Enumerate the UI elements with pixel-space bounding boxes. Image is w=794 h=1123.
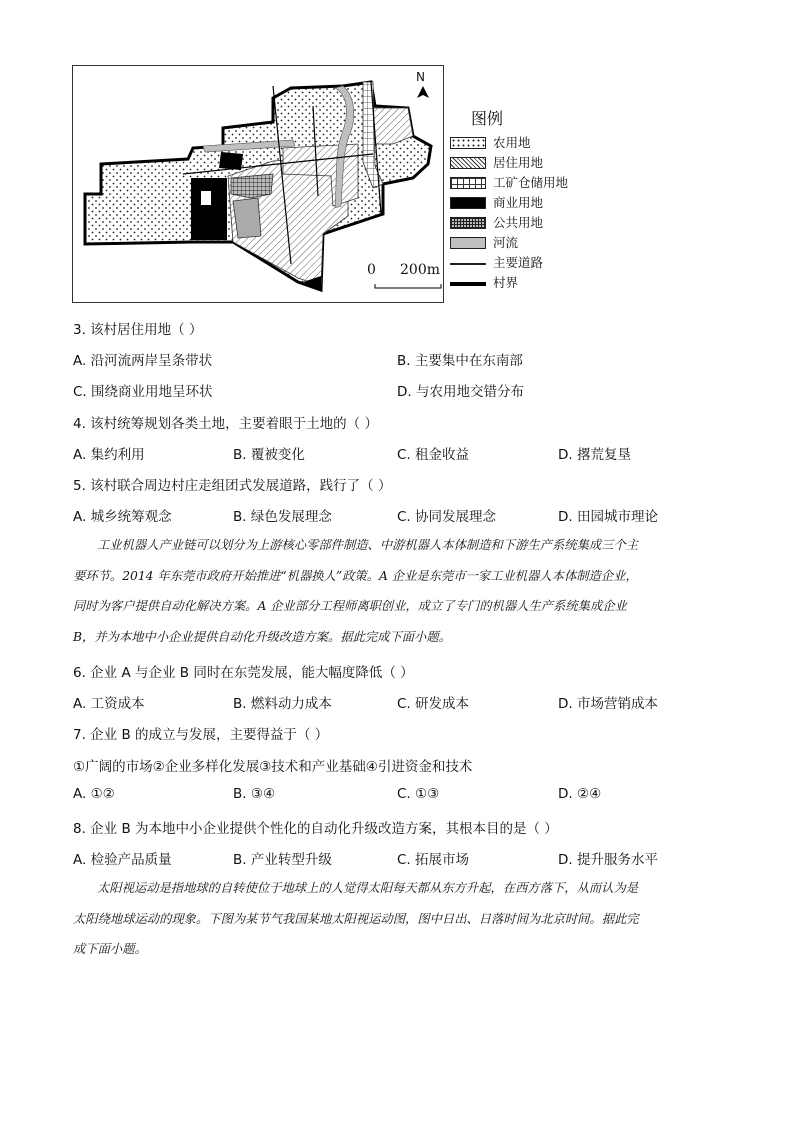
line-swatch-icon (450, 263, 486, 265)
passage-solar-motion (73, 873, 723, 965)
legend-item-commercial (450, 196, 590, 216)
legend-label: 公共用地 (493, 215, 544, 230)
question-5-option-c[interactable]: C. 协同发展理念 (397, 509, 497, 525)
map-drawing (73, 66, 445, 304)
passage-line: 要环节。2014 年东莞市政府开始推进“机器换人”政策。A 企业是东莞市一家工业机器人本体制造企业， (73, 568, 638, 583)
question-7-option-a[interactable]: A. ①② (73, 786, 115, 802)
legend-item-residential (450, 156, 590, 176)
legend-label: 居住用地 (493, 155, 544, 170)
map-legend (450, 136, 590, 296)
legend-label: 商业用地 (493, 195, 544, 210)
question-3-option-c[interactable]: C. 围绕商业用地呈环状 (73, 384, 213, 400)
scale-end-label: 200m (400, 262, 440, 278)
black-swatch-icon (450, 197, 486, 209)
grid-swatch-icon (450, 177, 486, 189)
legend-label: 农用地 (493, 135, 531, 150)
hatch-swatch-icon (450, 157, 486, 169)
passage-line: 太阳视运动是指地球的自转使位于地球上的人觉得太阳每天都从东方升起，在西方落下，从而认为是 (97, 881, 639, 895)
question-7-option-c[interactable]: C. ①③ (397, 786, 440, 802)
question-6-option-b[interactable]: B. 燃料动力成本 (233, 696, 332, 712)
gray-swatch-icon (450, 237, 486, 249)
question-3-option-d[interactable]: D. 与农用地交错分布 (397, 384, 524, 400)
question-7-option-b[interactable]: B. ③④ (233, 786, 276, 802)
question-8-option-a[interactable]: A. 检验产品质量 (73, 852, 172, 868)
legend-item-public (450, 216, 590, 236)
question-7-stem: 7. 企业 B 的成立与发展，主要得益于（ ） (73, 727, 329, 743)
question-5-option-d[interactable]: D. 田园城市理论 (558, 509, 658, 525)
question-6-option-a[interactable]: A. 工资成本 (73, 696, 145, 712)
question-7-option-d[interactable]: D. ②④ (558, 786, 602, 802)
commercial-block (191, 178, 227, 240)
scale-start-label: 0 (367, 262, 376, 278)
question-8-stem: 8. 企业 B 为本地中小企业提供个性化的自动化升级改造方案，其根本目的是（ ） (73, 821, 558, 837)
passage-line: 成下面小题。 (73, 942, 147, 956)
thick-line-swatch-icon (450, 282, 486, 286)
legend-item-industrial (450, 176, 590, 196)
question-4-option-d[interactable]: D. 撂荒复垦 (558, 447, 631, 463)
question-4-option-c[interactable]: C. 租金收益 (397, 447, 470, 463)
passage-line: B，并为本地中小企业提供自动化升级改造方案。据此完成下面小题。 (73, 629, 451, 644)
question-3-option-b[interactable]: B. 主要集中在东南部 (397, 353, 523, 369)
question-8-option-b[interactable]: B. 产业转型升级 (233, 852, 332, 868)
legend-item-river (450, 236, 590, 256)
question-3-stem: 3. 该村居住用地（ ） (73, 322, 203, 338)
passage-line: 太阳绕地球运动的现象。下图为某节气我国某地太阳视运动图，图中日出、日落时间为北京时间。据此完 (73, 911, 639, 926)
question-5-stem: 5. 该村联合周边村庄走组团式发展道路，践行了（ ） (73, 478, 392, 494)
question-4-option-b[interactable]: B. 覆被变化 (233, 447, 305, 463)
legend-item-road (450, 256, 590, 276)
crosshatch-swatch-icon (450, 217, 486, 229)
question-6-stem: 6. 企业 A 与企业 B 同时在东莞发展，能大幅度降低（ ） (73, 665, 414, 681)
legend-label: 河流 (493, 235, 519, 250)
question-7-statements: ①广阔的市场②企业多样化发展③技术和产业基础④引进资金和技术 (73, 759, 473, 775)
passage-line: 同时为客户提供自动化解决方案。A 企业部分工程师离职创业，成立了专门的机器人生产系统集成企业 (73, 599, 627, 613)
legend-item-farmland (450, 136, 590, 156)
legend-title: 图例 (471, 109, 504, 128)
question-5-option-b[interactable]: B. 绿色发展理念 (233, 509, 332, 525)
land-use-map (72, 65, 444, 303)
north-arrow-icon (417, 86, 429, 98)
legend-label: 村界 (493, 275, 519, 290)
question-5-option-a[interactable]: A. 城乡统筹观念 (73, 509, 172, 525)
question-6-option-c[interactable]: C. 研发成本 (397, 696, 470, 712)
question-4-option-a[interactable]: A. 集约利用 (73, 447, 145, 463)
passage-robot-industry (73, 530, 723, 652)
legend-label: 主要道路 (493, 255, 544, 270)
north-label: N (416, 70, 425, 84)
legend-item-boundary (450, 276, 590, 296)
question-3-option-a[interactable]: A. 沿河流两岸呈条带状 (73, 353, 213, 369)
question-8-option-d[interactable]: D. 提升服务水平 (558, 852, 658, 868)
dots-swatch-icon (450, 137, 486, 149)
scale-bar (375, 284, 441, 288)
question-8-option-c[interactable]: C. 拓展市场 (397, 852, 470, 868)
legend-label: 工矿仓储用地 (493, 175, 569, 190)
passage-line: 工业机器人产业链可以划分为上游核心零部件制造、中游机器人本体制造和下游生产系统集成三个主 (97, 538, 639, 552)
question-4-stem: 4. 该村统筹规划各类土地，主要着眼于土地的（ ） (73, 416, 378, 432)
question-6-option-d[interactable]: D. 市场营销成本 (558, 696, 658, 712)
